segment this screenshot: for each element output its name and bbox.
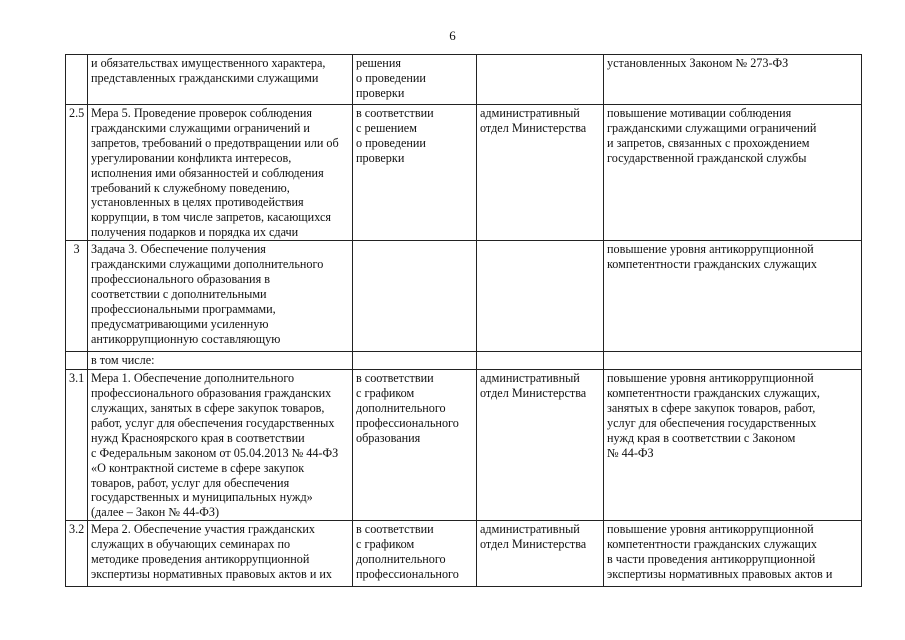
table-row (66, 352, 862, 370)
row-number: 3.2 (66, 521, 88, 587)
executor-cell (477, 241, 604, 352)
executor-cell: административный отдел Министерства (477, 370, 604, 521)
measure-cell: и обязательствах имущественного характера, представленных гражданскими служащими (88, 55, 353, 105)
row-number: 3 (66, 241, 88, 352)
result-cell: повышение уровня антикоррупционной компетентности гражданских служащих, занятых в сфере закупок товаров, работ, услуг для обеспечения государственных нужд края в соответствии с Законом № 44-ФЗ (604, 370, 862, 521)
table-row (66, 370, 862, 521)
deadline-cell: решения о проведении проверки (353, 55, 477, 105)
row-number: 3.1 (66, 370, 88, 521)
result-cell (604, 352, 862, 370)
table-row (66, 55, 862, 105)
row-number (66, 55, 88, 105)
result-cell: повышение мотивации соблюдения гражданскими служащими ограничений и запретов, связанных с прохождением государственной гражданской службы (604, 105, 862, 241)
measures-table (65, 54, 862, 587)
page-number: 6 (449, 28, 456, 43)
measure-cell: Мера 2. Обеспечение участия гражданских служащих в обучающих семинарах по методике проведения антикоррупционной экспертизы нормативных правовых актов и их (88, 521, 353, 587)
row-number: 2.5 (66, 105, 88, 241)
deadline-cell: в соответствии с решением о проведении проверки (353, 105, 477, 241)
deadline-cell (353, 352, 477, 370)
deadline-cell: в соответствии с графиком дополнительного профессионального (353, 521, 477, 587)
measure-cell: Мера 1. Обеспечение дополнительного профессионального образования гражданских служащих, занятых в сфере закупок товаров, работ, услуг для обеспечения государственных нужд Красноярского края в соответствии с Федеральным законом от 05.04.2013 № 44-ФЗ «О контрактной системе в сфере закупок товаров, работ, услуг для обеспечения государственных и муниципальных нужд» (далее – Закон № 44-ФЗ) (88, 370, 353, 521)
executor-cell: административный отдел Министерства (477, 521, 604, 587)
result-cell: повышение уровня антикоррупционной компетентности гражданских служащих в части проведения антикоррупционной экспертизы нормативных правовых актов и (604, 521, 862, 587)
deadline-cell: в соответствии с графиком дополнительного профессионального образования (353, 370, 477, 521)
executor-cell (477, 55, 604, 105)
table-row (66, 105, 862, 241)
executor-cell (477, 352, 604, 370)
measure-cell: Задача 3. Обеспечение получения гражданскими служащими дополнительного профессионального образования в соответствии с дополнительными профессиональными программами, предусматривающими усиленную антикоррупционную составляющую (88, 241, 353, 352)
measure-cell: Мера 5. Проведение проверок соблюдения гражданскими служащими ограничений и запретов, требований о предотвращении или об урегулировании конфликта интересов, исполнения ими обязанностей и соблюдения требований к служебному поведению, установленных в целях противодействия коррупции, в том числе запретов, касающихся получения подарков и порядка их сдачи (88, 105, 353, 241)
executor-cell: административный отдел Министерства (477, 105, 604, 241)
row-number (66, 352, 88, 370)
table-row (66, 521, 862, 587)
measure-cell: в том числе: (88, 352, 353, 370)
table-row (66, 241, 862, 352)
result-cell: установленных Законом № 273-ФЗ (604, 55, 862, 105)
deadline-cell (353, 241, 477, 352)
result-cell: повышение уровня антикоррупционной компетентности гражданских служащих (604, 241, 862, 352)
